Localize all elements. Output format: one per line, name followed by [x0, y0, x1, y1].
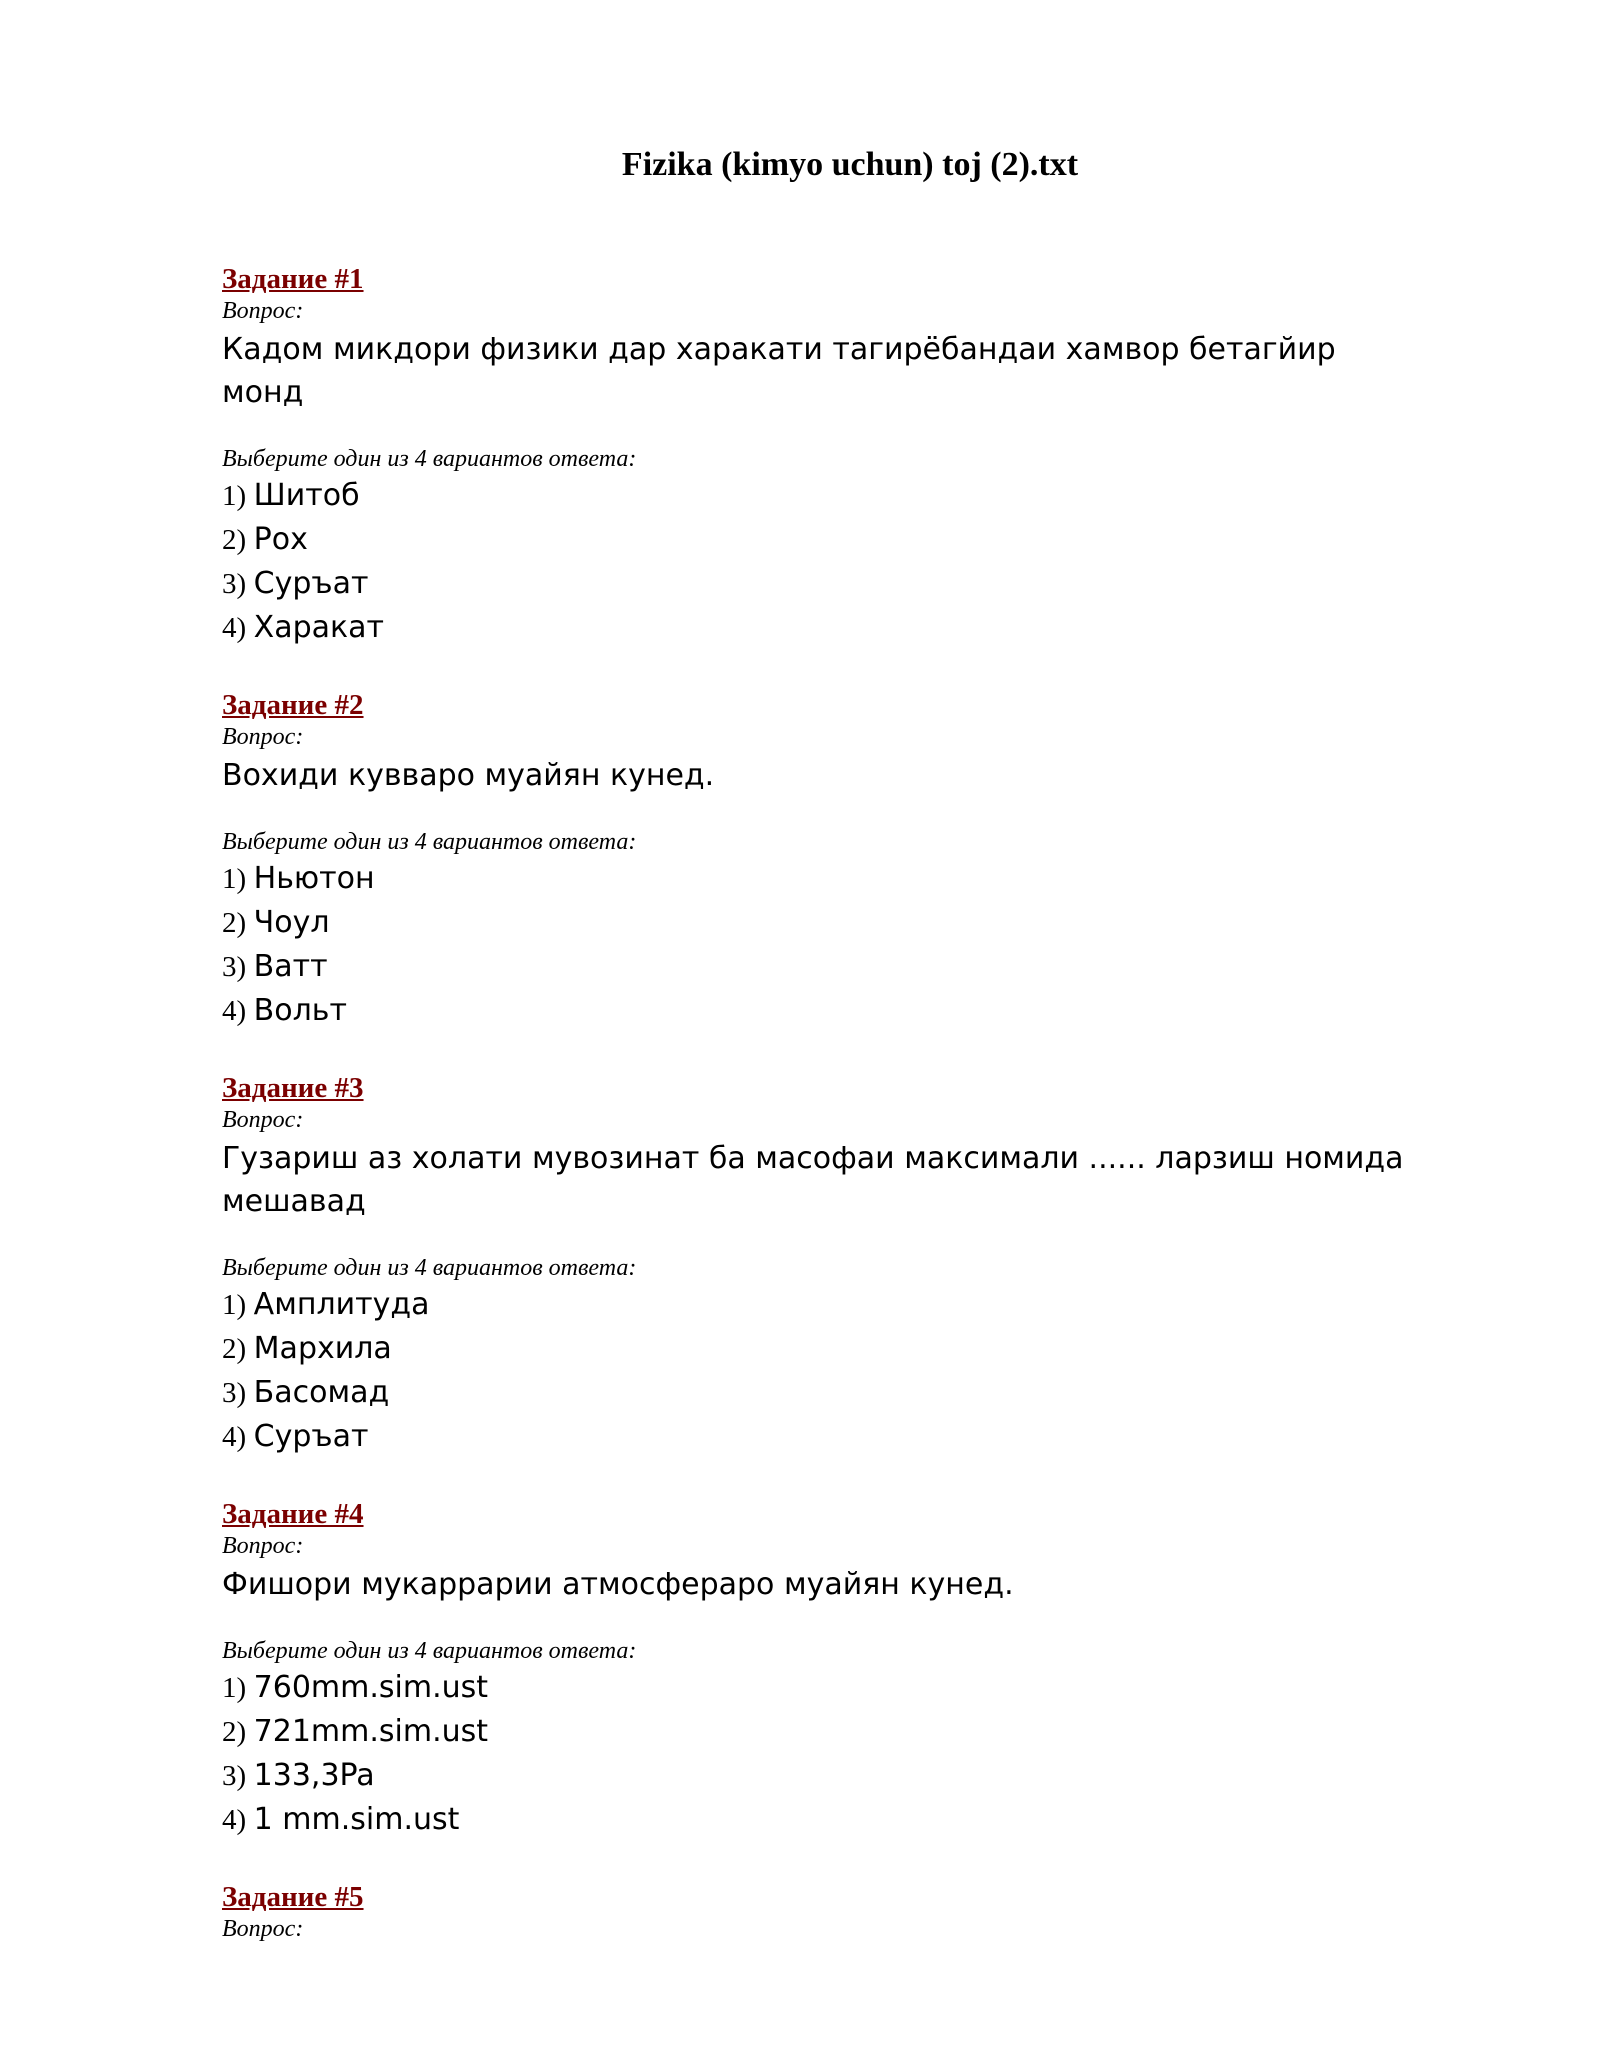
answer-number: 4)	[222, 1804, 247, 1836]
answer-text: Суръат	[253, 566, 369, 601]
answer-option	[222, 1798, 1422, 1842]
choose-label: Выберите один из 4 вариантов ответа:	[222, 829, 637, 855]
answer-option	[222, 1415, 1422, 1459]
answer-number: 3)	[222, 1760, 247, 1792]
answer-option	[222, 474, 1422, 518]
question-label: Вопрос:	[222, 1107, 304, 1133]
question-text: Кадом микдори физики дар харакати тагирёбандаи хамвор бетагйир монд	[222, 332, 1336, 410]
answer-text: 721mm.sim.ust	[253, 1714, 489, 1749]
task-4	[222, 1497, 1422, 1842]
task-heading: Задание #5	[222, 1881, 364, 1913]
answer-number: 3)	[222, 1377, 247, 1409]
answer-text: Амплитуда	[253, 1287, 430, 1322]
task-heading: Задание #3	[222, 1072, 364, 1104]
question-text: Гузариш аз холати мувозинат ба масофаи максимали ...... ларзиш номида мешавад	[222, 1141, 1404, 1219]
answer-option	[222, 606, 1422, 650]
task-5	[222, 1880, 1422, 1944]
choose-label: Выберите один из 4 вариантов ответа:	[222, 446, 637, 472]
answer-option	[222, 1754, 1422, 1798]
answer-option	[222, 1666, 1422, 1710]
answer-number: 2)	[222, 1716, 247, 1748]
task-2	[222, 688, 1422, 1033]
answer-option	[222, 518, 1422, 562]
answer-text: Суръат	[253, 1419, 369, 1454]
question-label: Вопрос:	[222, 1916, 304, 1942]
answer-number: 1)	[222, 480, 247, 512]
answer-text: Вольт	[253, 993, 347, 1028]
answer-number: 3)	[222, 951, 247, 983]
task-1	[222, 262, 1422, 650]
answer-text: Ньютон	[253, 861, 375, 896]
question-text: Фишори мукаррарии атмосфераро муайян кунед.	[222, 1567, 1014, 1602]
answer-number: 3)	[222, 568, 247, 600]
answer-text: Басомад	[253, 1375, 390, 1410]
answer-number: 4)	[222, 995, 247, 1027]
answer-option	[222, 1710, 1422, 1754]
answer-number: 2)	[222, 1333, 247, 1365]
answer-text: 1 mm.sim.ust	[253, 1802, 460, 1837]
document-title: Fizika (kimyo uchun) toj (2).txt	[621, 146, 1079, 183]
answer-number: 4)	[222, 1421, 247, 1453]
answer-option	[222, 1327, 1422, 1371]
question-label: Вопрос:	[222, 724, 304, 750]
answer-text: Рох	[253, 522, 308, 557]
answer-number: 1)	[222, 1672, 247, 1704]
answer-option	[222, 1371, 1422, 1415]
answer-option	[222, 945, 1422, 989]
question-text: Вохиди кувваро муайян кунед.	[222, 758, 715, 793]
task-3	[222, 1071, 1422, 1459]
question-label: Вопрос:	[222, 1533, 304, 1559]
question-label: Вопрос:	[222, 298, 304, 324]
answer-number: 1)	[222, 1289, 247, 1321]
answer-text: Шитоб	[253, 478, 360, 513]
task-heading: Задание #1	[222, 263, 364, 295]
answer-number: 1)	[222, 863, 247, 895]
answer-number: 2)	[222, 524, 247, 556]
choose-label: Выберите один из 4 вариантов ответа:	[222, 1255, 637, 1281]
answer-option	[222, 989, 1422, 1033]
task-heading: Задание #2	[222, 689, 364, 721]
answer-number: 2)	[222, 907, 247, 939]
answer-text: 133,3Pa	[253, 1758, 375, 1793]
answer-option	[222, 857, 1422, 901]
answer-option	[222, 901, 1422, 945]
answer-option	[222, 562, 1422, 606]
answer-text: Ватт	[253, 949, 328, 984]
answer-text: 760mm.sim.ust	[253, 1670, 489, 1705]
answer-text: Харакат	[253, 610, 385, 645]
answer-text: Мархила	[253, 1331, 392, 1366]
answer-text: Чоул	[253, 905, 330, 940]
answer-number: 4)	[222, 612, 247, 644]
task-heading: Задание #4	[222, 1498, 364, 1530]
answer-option	[222, 1283, 1422, 1327]
choose-label: Выберите один из 4 вариантов ответа:	[222, 1638, 637, 1664]
task-list	[222, 262, 1422, 1982]
